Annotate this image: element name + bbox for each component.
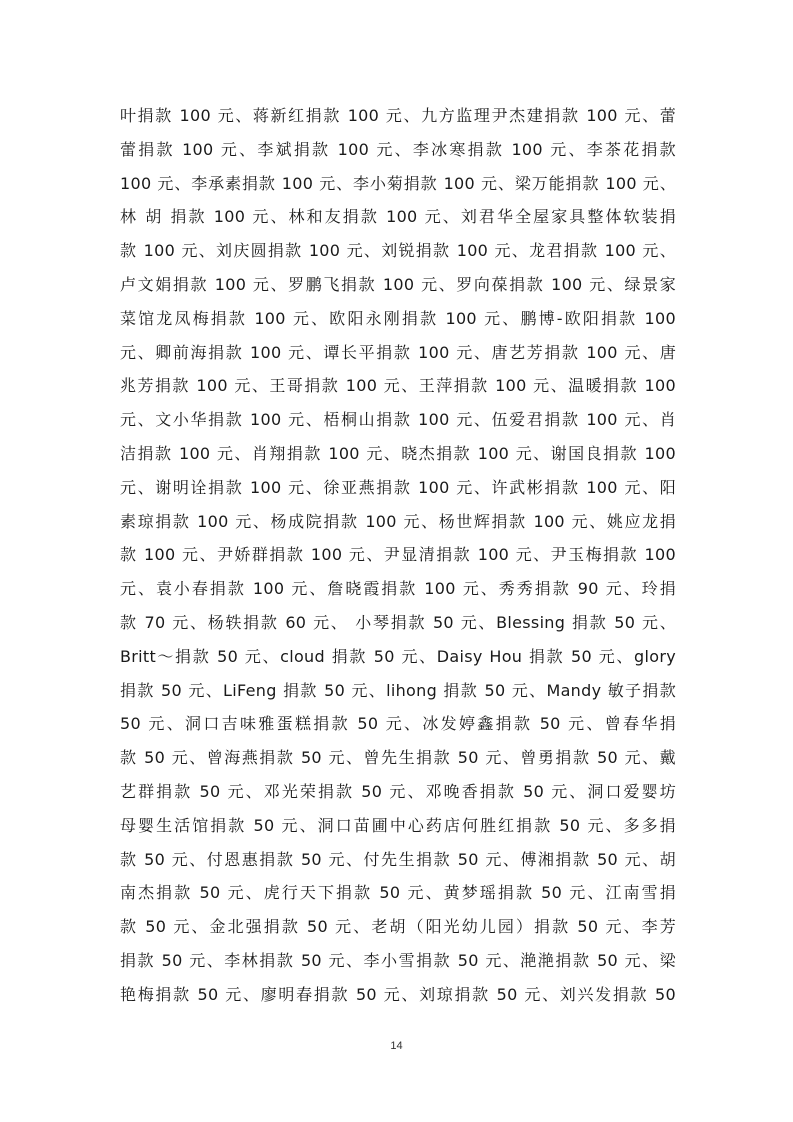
text-line: 款 70 元、杨轶捐款 60 元、 小琴捐款 50 元、Blessing 捐款 50 元、 [120, 612, 676, 632]
text-line: 款 50 元、曾海燕捐款 50 元、曾先生捐款 50 元、曾勇捐款 50 元、戴 [120, 748, 676, 768]
text-line: 100 元、李承素捐款 100 元、李小菊捐款 100 元、梁万能捐款 100 元、 [120, 173, 676, 193]
text-line: 蕾捐款 100 元、李斌捐款 100 元、李冰寒捐款 100 元、李茶花捐款 [120, 139, 676, 159]
text-line: 捐款 50 元、李林捐款 50 元、李小雪捐款 50 元、滟滟捐款 50 元、梁 [120, 950, 676, 970]
text-line: 素琼捐款 100 元、杨成院捐款 100 元、杨世辉捐款 100 元、姚应龙捐 [120, 511, 676, 531]
text-line: 叶捐款 100 元、蒋新红捐款 100 元、九方监理尹杰建捐款 100 元、蕾 [120, 106, 676, 125]
text-line: 元、谢明诠捐款 100 元、徐亚燕捐款 100 元、许武彬捐款 100 元、阳 [120, 477, 676, 497]
text-line: 款 100 元、尹娇群捐款 100 元、尹显清捐款 100 元、尹玉梅捐款 100 [120, 545, 676, 565]
text-line: Britt～捐款 50 元、cloud 捐款 50 元、Daisy Hou 捐款 50 元、glory [120, 646, 676, 666]
text-line: 50 元、洞口吉味雅蛋糕捐款 50 元、冰发婷鑫捐款 50 元、曾春华捐 [120, 714, 676, 734]
text-line: 元、文小华捐款 100 元、梧桐山捐款 100 元、伍爱君捐款 100 元、肖 [120, 410, 676, 430]
text-line: 母婴生活馆捐款 50 元、洞口苗圃中心药店何胜红捐款 50 元、多多捐 [120, 815, 676, 835]
text-line: 艳梅捐款 50 元、廖明春捐款 50 元、刘琼捐款 50 元、刘兴发捐款 50 [120, 984, 676, 1004]
text-line: 捐款 50 元、LiFeng 捐款 50 元、lihong 捐款 50 元、Mandy 敏子捐款 [120, 680, 676, 700]
text-line: 款 50 元、金北强捐款 50 元、老胡（阳光幼儿园）捐款 50 元、李芳 [120, 917, 676, 937]
text-line: 艺群捐款 50 元、邓光荣捐款 50 元、邓晚香捐款 50 元、洞口爱婴坊 [120, 781, 676, 801]
text-line: 元、卿前海捐款 100 元、谭长平捐款 100 元、唐艺芳捐款 100 元、唐 [120, 342, 676, 362]
donation-list-body [120, 99, 676, 1012]
text-line: 南杰捐款 50 元、虎行天下捐款 50 元、黄梦瑶捐款 50 元、江南雪捐 [120, 883, 676, 903]
text-line: 款 50 元、付恩惠捐款 50 元、付先生捐款 50 元、傅湘捐款 50 元、胡 [120, 849, 676, 869]
text-line: 洁捐款 100 元、肖翔捐款 100 元、晓杰捐款 100 元、谢国良捐款 100 [120, 443, 676, 463]
text-line: 兆芳捐款 100 元、王哥捐款 100 元、王萍捐款 100 元、温暖捐款 100 [120, 376, 676, 396]
page-number: 14 [390, 1040, 403, 1052]
text-line: 卢文娟捐款 100 元、罗鹏飞捐款 100 元、罗向葆捐款 100 元、绿景家 [120, 274, 676, 294]
text-line: 林 胡 捐款 100 元、林和友捐款 100 元、刘君华全屋家具整体软装捐 [120, 207, 676, 227]
text-line: 元、袁小春捐款 100 元、詹晓霞捐款 100 元、秀秀捐款 90 元、玲捐 [120, 579, 676, 599]
text-line: 菜馆龙凤梅捐款 100 元、欧阳永刚捐款 100 元、鹏博-欧阳捐款 100 [120, 308, 676, 328]
text-line: 款 100 元、刘庆圆捐款 100 元、刘锐捐款 100 元、龙君捐款 100 元、 [120, 241, 676, 261]
